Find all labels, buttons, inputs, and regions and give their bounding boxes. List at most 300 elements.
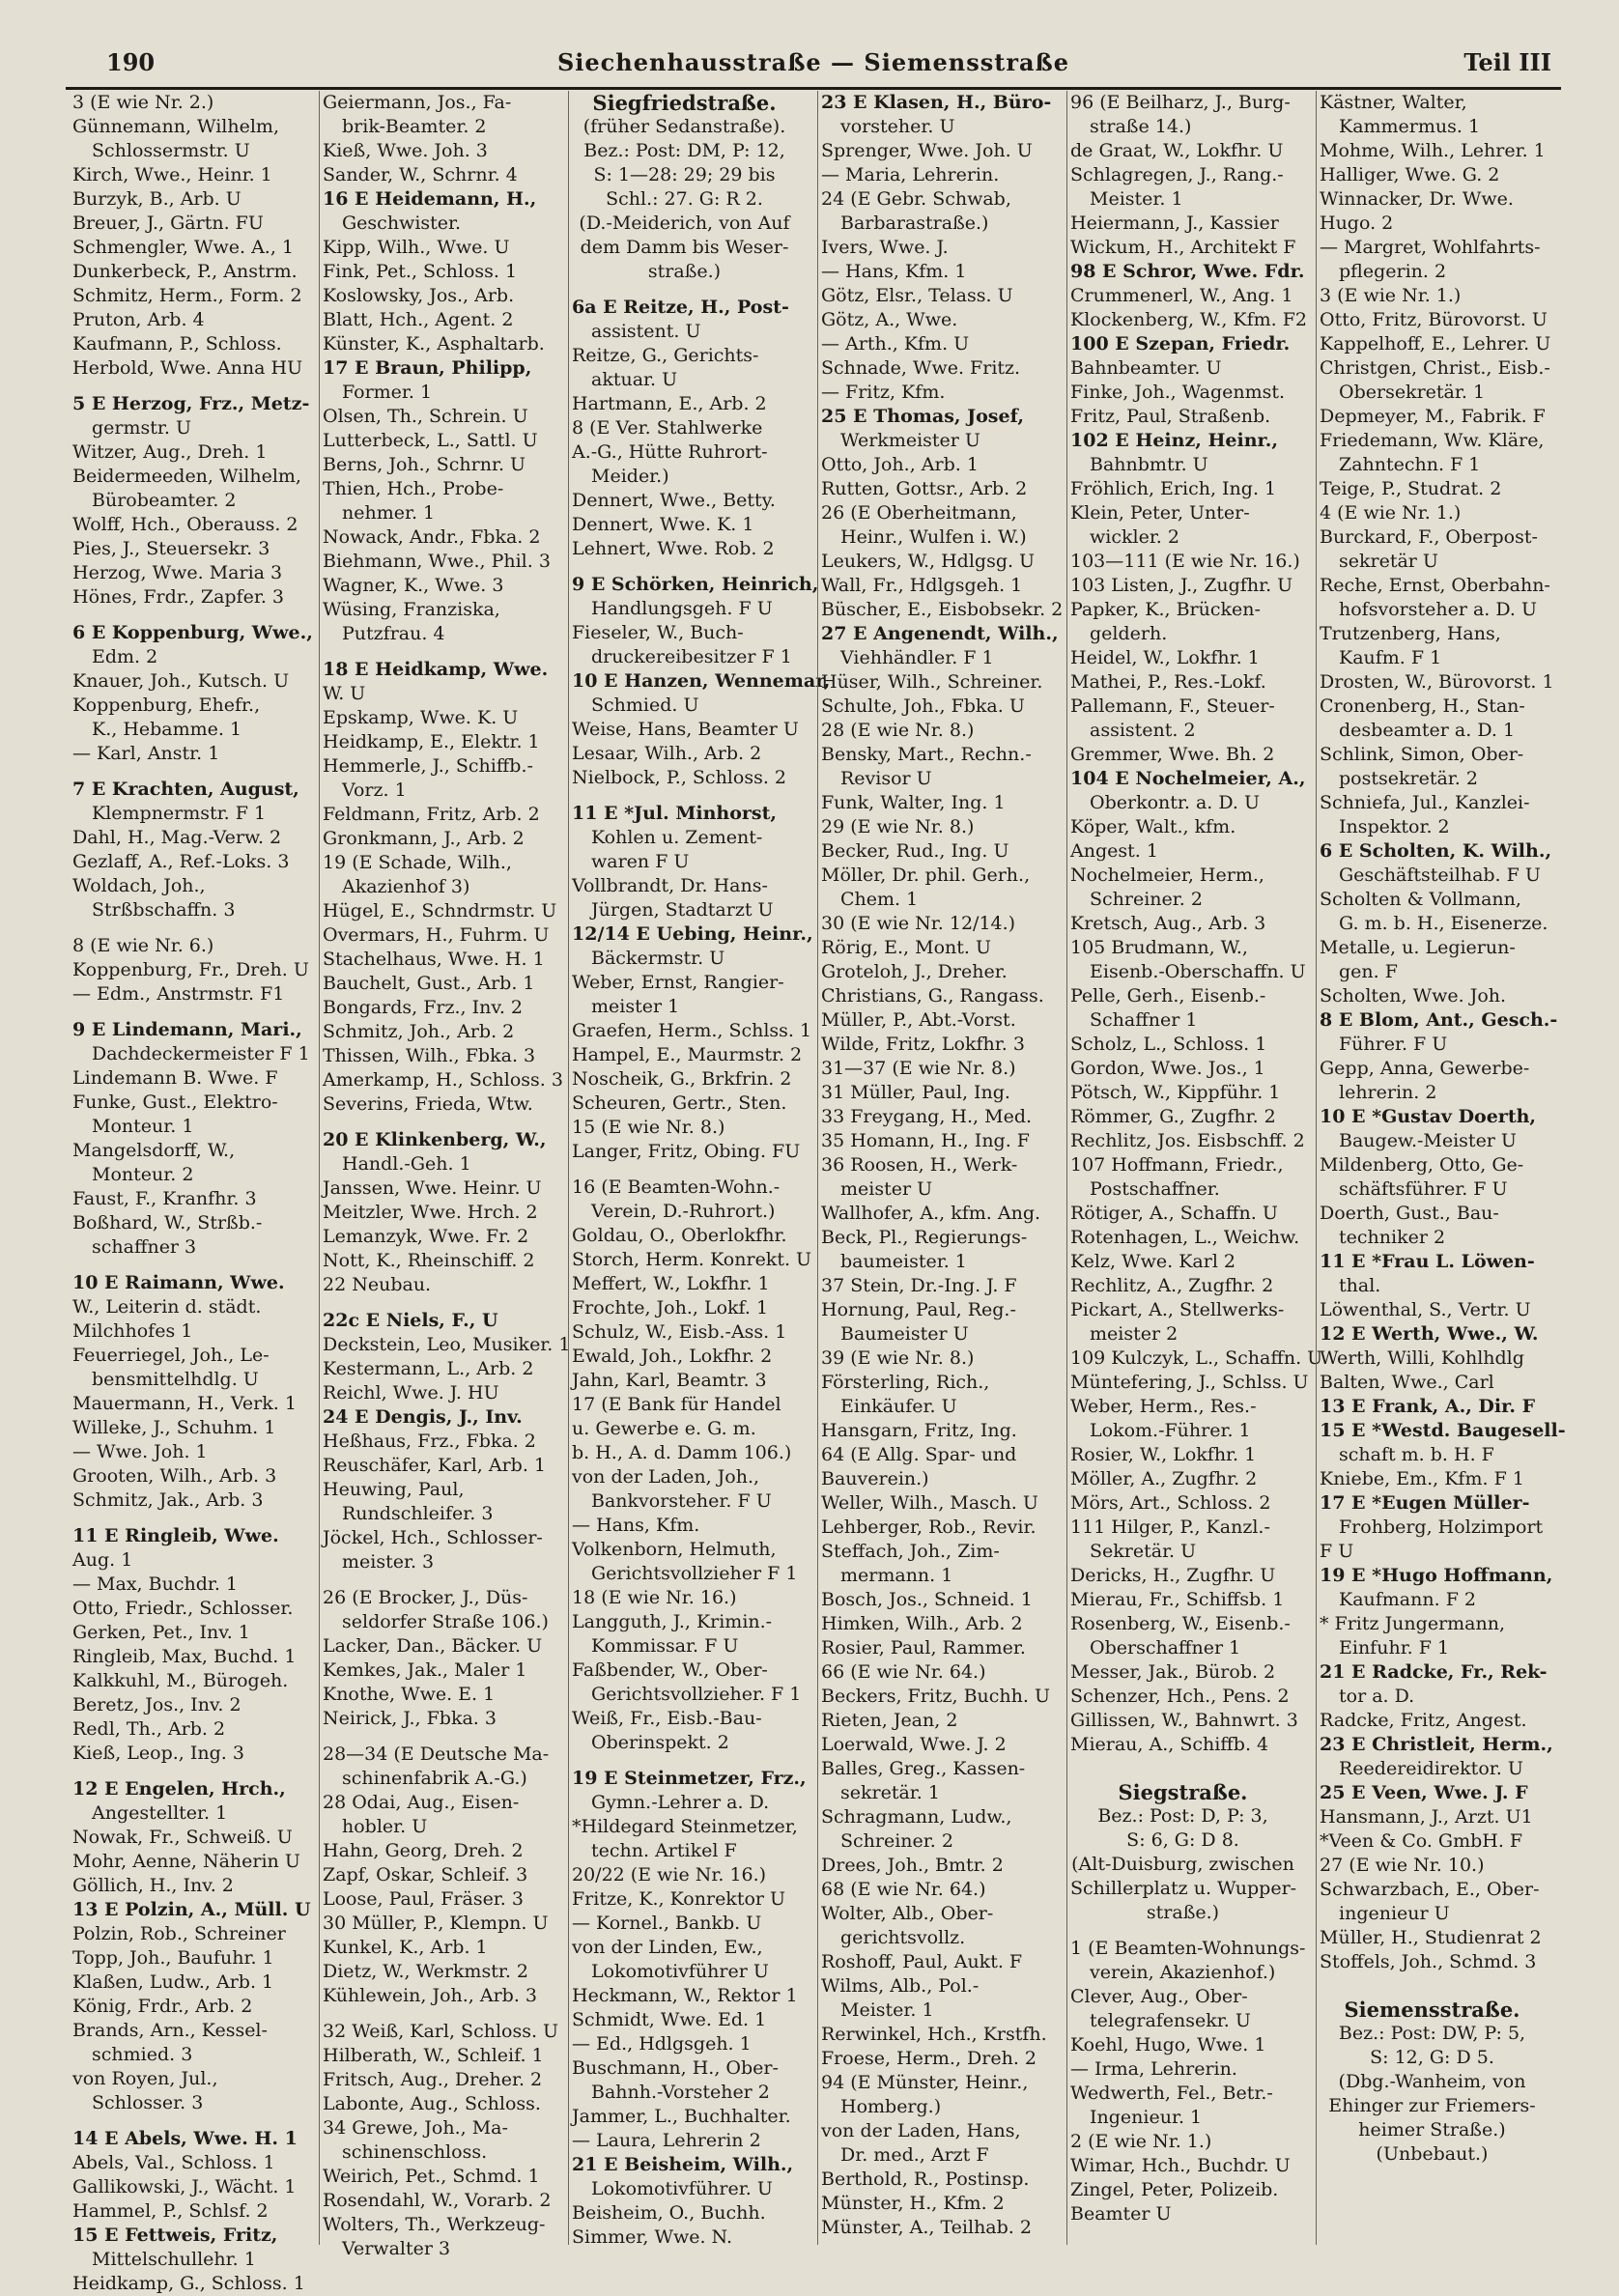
directory-entry: Bürobeamter. 2: [92, 490, 237, 511]
directory-entry: W., Leiterin d. städt.: [72, 1296, 262, 1318]
directory-entry: 102 E Heinz, Heinr.,: [1070, 430, 1279, 451]
directory-entry: Heuwing, Paul,: [323, 1479, 465, 1500]
directory-entry: 33 Freygang, H., Med.: [821, 1106, 1033, 1127]
directory-entry: techniker 2: [1339, 1227, 1446, 1248]
directory-entry: Siegfriedstraße.: [592, 91, 777, 115]
directory-entry: 30 Müller, P., Klempn. U: [323, 1913, 549, 1934]
directory-entry: Pies, J., Steuersekr. 3: [72, 538, 270, 559]
directory-entry: Heidkamp, G., Schloss. 1: [72, 2273, 305, 2294]
directory-entry: Dericks, H., Zugfhr. U: [1070, 1565, 1276, 1586]
directory-entry: Scholz, L., Schloss. 1: [1070, 1034, 1267, 1055]
directory-entry: — Hans, Kfm.: [572, 1515, 700, 1536]
directory-entry: Biehmann, Wwe., Phil. 3: [323, 551, 551, 572]
directory-entry: Severins, Frieda, Wtw.: [323, 1093, 533, 1115]
directory-entry: Nowak, Fr., Schweiß. U: [72, 1827, 293, 1848]
directory-entry: Fieseler, W., Buch-: [572, 622, 744, 643]
directory-entry: Monteur. 1: [92, 1116, 194, 1137]
directory-entry: 21 E Radcke, Fr., Rek-: [1320, 1661, 1548, 1683]
column-2: [319, 91, 571, 2259]
directory-entry: Leukers, W., Hdlgsg. U: [821, 551, 1036, 572]
directory-entry: Depmeyer, M., Fabrik. F: [1320, 406, 1546, 427]
directory-entry: Thien, Hch., Probe-: [323, 478, 504, 499]
directory-entry: 21 E Beisheim, Wilh.,: [572, 2154, 794, 2175]
directory-entry: 24 E Dengis, J., Inv.: [323, 1406, 523, 1428]
directory-entry: 8 (E Ver. Stahlwerke: [572, 417, 763, 439]
directory-entry: Nochelmeier, Herm.,: [1070, 865, 1264, 886]
directory-entry: [323, 646, 548, 658]
directory-entry: Mathei, P., Res.-Lokf.: [1070, 671, 1266, 693]
directory-entry: Pallemann, F., Steuer-: [1070, 695, 1275, 717]
directory-entry: Hansmann, J., Arzt. U1: [1320, 1806, 1533, 1828]
directory-entry: Verwalter 3: [342, 2238, 451, 2259]
directory-entry: meister. 3: [342, 1551, 435, 1573]
directory-entry: *Veen & Co. GmbH. F: [1320, 1830, 1523, 1852]
directory-entry: waren F U: [591, 851, 690, 872]
directory-entry: Berthold, R., Postinsp.: [821, 2168, 1030, 2190]
directory-entry: Nott, K., Rheinschiff. 2: [323, 1250, 535, 1271]
directory-entry: Mierau, Fr., Schiffsb. 1: [1070, 1589, 1285, 1610]
directory-entry: techn. Artikel F: [591, 1840, 737, 1861]
directory-entry: Kammermus. 1: [1339, 116, 1481, 137]
directory-entry: [72, 2115, 298, 2127]
directory-entry: Büscher, E., Eisbobsekr. 2: [821, 599, 1064, 620]
directory-entry: Schlossermstr. U: [92, 140, 250, 161]
directory-entry: schmied. 3: [92, 2044, 193, 2065]
directory-entry: hofsvorsteher a. D. U: [1339, 599, 1538, 620]
directory-entry: bensmittelhdlg. U: [92, 1369, 259, 1390]
directory-entry: 39 (E wie Nr. 8.): [821, 1347, 975, 1369]
directory-entry: Ingenieur. 1: [1090, 2107, 1203, 2128]
directory-entry: dem Damm bis Weser-: [580, 237, 789, 258]
directory-entry: Fritz, Paul, Straßenb.: [1070, 406, 1271, 427]
directory-entry: Kretsch, Aug., Arb. 3: [1070, 913, 1266, 934]
directory-entry: Fritsch, Aug., Dreher. 2: [323, 2069, 543, 2090]
directory-entry: Rundschleifer. 3: [342, 1503, 494, 1524]
directory-entry: Scholten, Wwe. Joh.: [1320, 985, 1507, 1006]
directory-entry: Frohberg, Holzimport: [1339, 1516, 1544, 1538]
directory-entry: 107 Hoffmann, Friedr.,: [1070, 1154, 1284, 1176]
directory-entry: 109 Kulczyk, L., Schaffn. U: [1070, 1347, 1323, 1369]
directory-entry: 12 E Werth, Wwe., W.: [1320, 1323, 1539, 1345]
directory-entry: S: 6, G: D 8.: [1126, 1829, 1239, 1851]
directory-entry: [72, 1513, 298, 1524]
directory-entry: Burzyk, B., Arb. U: [72, 188, 241, 210]
directory-entry: Teige, P., Studrat. 2: [1320, 478, 1502, 499]
directory-entry: Schnade, Wwe. Fritz.: [821, 357, 1021, 379]
directory-entry: [572, 1755, 797, 1767]
directory-entry: Heinr., Wulfen i. W.): [840, 526, 1027, 548]
directory-entry: [1070, 1925, 1295, 1937]
directory-entry: Försterling, Rich.,: [821, 1372, 990, 1393]
directory-entry: Gronkmann, J., Arb. 2: [323, 828, 525, 849]
directory-entry: straße.): [647, 261, 722, 282]
directory-entry: Möller, Dr. phil. Gerh.,: [821, 865, 1031, 886]
directory-entry: Feldmann, Fritz, Arb. 2: [323, 804, 540, 825]
directory-entry: [323, 2008, 548, 2020]
column-3: [568, 91, 831, 2248]
directory-entry: 4 (E wie Nr. 1.): [1320, 502, 1462, 524]
directory-entry: [72, 1006, 298, 1018]
directory-entry: Bauverein.): [821, 1468, 929, 1489]
directory-entry: Baumeister U: [840, 1323, 969, 1345]
directory-entry: Balten, Wwe., Carl: [1320, 1372, 1494, 1393]
directory-entry: Homberg.): [840, 2096, 942, 2117]
directory-entry: Faßbender, W., Ober-: [572, 1659, 768, 1681]
directory-entry: Fink, Pet., Schloss. 1: [323, 261, 518, 282]
directory-entry: Thissen, Wilh., Fbka. 3: [323, 1045, 536, 1066]
directory-entry: Simmer, Wwe. N.: [572, 2226, 733, 2248]
directory-entry: Edm. 2: [92, 646, 158, 667]
directory-entry: Barbarastraße.): [840, 213, 989, 234]
directory-entry: Deckstein, Leo, Musiker. 1: [323, 1334, 571, 1355]
directory-entry: Münster, A., Teilhab. 2: [821, 2217, 1032, 2238]
directory-entry: Rosendahl, W., Vorarb. 2: [323, 2190, 552, 2211]
directory-entry: brik-Beamter. 2: [342, 116, 487, 137]
directory-entry: Lemanzyk, Wwe. Fr. 2: [323, 1226, 529, 1247]
directory-entry: Clever, Aug., Ober-: [1070, 1986, 1248, 2007]
directory-entry: 10 E Hanzen, Wennemar,: [572, 670, 831, 692]
page-header: [66, 43, 1561, 91]
directory-entry: Kestermann, L., Arb. 2: [323, 1358, 534, 1379]
directory-entry: Rechlitz, Jos. Eisbschff. 2: [1070, 1130, 1305, 1151]
directory-entry: Beckers, Fritz, Buchh. U: [821, 1686, 1050, 1707]
directory-entry: 26 (E Brocker, J., Düs-: [323, 1587, 528, 1608]
directory-entry: Christgen, Christ., Eisb.-: [1320, 357, 1550, 379]
directory-entry: Hilberath, W., Schleif. 1: [323, 2045, 544, 2066]
directory-entry: [1320, 1974, 1545, 1986]
directory-entry: Dennert, Wwe. K. 1: [572, 514, 754, 535]
directory-entry: G. m. b. H., Eisenerze.: [1339, 913, 1548, 934]
directory-entry: Goldau, O., Oberlokfhr.: [572, 1225, 787, 1246]
directory-entry: Monteur. 2: [92, 1164, 194, 1185]
directory-entry: meister 2: [1090, 1323, 1179, 1345]
directory-entry: 14 E Abels, Wwe. H. 1: [72, 2128, 298, 2149]
directory-entry: Gerichtsvollzieher. F 1: [591, 1684, 802, 1705]
directory-entry: gen. F: [1339, 961, 1398, 982]
directory-entry: Steffach, Joh., Zim-: [821, 1541, 1000, 1562]
directory-entry: Wallhofer, A., kfm. Ang.: [821, 1203, 1041, 1224]
directory-entry: Kaufm. F 1: [1339, 647, 1442, 668]
directory-entry: 19 (E Schade, Wilh.,: [323, 852, 512, 873]
directory-entry: 98 E Schror, Wwe. Fdr.: [1070, 261, 1305, 282]
directory-entry: Chem. 1: [840, 889, 919, 910]
directory-entry: Verein, D.-Ruhrort.): [591, 1201, 776, 1222]
directory-entry: 28 (E wie Nr. 8.): [821, 720, 975, 741]
header-rule: [66, 87, 1561, 90]
directory-entry: Mildenberg, Otto, Ge-: [1320, 1154, 1524, 1176]
directory-entry: Angest. 1: [1070, 840, 1158, 862]
directory-entry: Siegstraße.: [1118, 1780, 1248, 1804]
directory-entry: Oberkontr. a. D. U: [1090, 792, 1261, 813]
directory-entry: Overmars, H., Fuhrm. U: [323, 924, 550, 946]
directory-entry: Schulte, Joh., Fbka. U: [821, 695, 1025, 717]
directory-entry: Reedereidirektor. U: [1339, 1758, 1523, 1779]
directory-entry: Messer, Jak., Bürob. 2: [1070, 1661, 1276, 1683]
directory-entry: 13 E Frank, A., Dir. F: [1320, 1396, 1536, 1417]
directory-entry: Nielbock, P., Schloss. 2: [572, 767, 786, 788]
directory-entry: Kieß, Leop., Ing. 3: [72, 1743, 244, 1764]
directory-entry: Lokom.-Führer. 1: [1090, 1420, 1251, 1441]
directory-entry: schinenfabrik A.-G.): [342, 1768, 527, 1789]
directory-entry: Bahnh.-Vorsteher 2: [591, 2082, 770, 2103]
directory-entry: Hemmerle, J., Schiffb.-: [323, 755, 533, 777]
directory-entry: 15 E Fettweis, Fritz,: [72, 2225, 278, 2246]
directory-entry: baumeister. 1: [840, 1251, 967, 1272]
directory-entry: Loose, Paul, Fräser. 3: [323, 1888, 524, 1910]
directory-entry: Weber, Herm., Res.-: [1070, 1396, 1257, 1417]
directory-entry: Epskamp, Wwe. K. U: [323, 707, 519, 728]
directory-entry: K., Hebamme. 1: [92, 719, 242, 740]
directory-entry: 35 Homann, H., Ing. F: [821, 1130, 1030, 1151]
directory-entry: Feuerriegel, Joh., Le-: [72, 1345, 270, 1366]
directory-entry: Stoffels, Joh., Schmd. 3: [1320, 1951, 1537, 1972]
directory-entry: Wickum, H., Architekt F: [1070, 237, 1296, 258]
directory-entry: Meister. 1: [840, 1999, 934, 2021]
directory-entry: — Irma, Lehrerin.: [1070, 2058, 1237, 2080]
directory-entry: — Wwe. Joh. 1: [72, 1441, 208, 1462]
directory-entry: Winnacker, Dr. Wwe.: [1320, 188, 1514, 210]
directory-entry: Römmer, G., Zugfhr. 2: [1070, 1106, 1276, 1127]
directory-entry: Heßhaus, Frz., Fbka. 2: [323, 1431, 536, 1452]
directory-entry: meister U: [840, 1178, 933, 1200]
page-title: Siechenhausstraße — Siemensstraße: [556, 48, 1070, 76]
directory-entry: [323, 1117, 548, 1128]
directory-entry: de Graat, W., Lokfhr. U: [1070, 140, 1284, 161]
directory-entry: 17 E *Eugen Müller-: [1320, 1492, 1530, 1514]
directory-entry: Willeke, J., Schuhm. 1: [72, 1417, 276, 1438]
directory-entry: Wolff, Hch., Oberauss. 2: [72, 514, 298, 535]
directory-entry: Funk, Walter, Ing. 1: [821, 792, 1006, 813]
directory-entry: Crummenerl, W., Ang. 1: [1070, 285, 1293, 306]
directory-entry: Lehnert, Wwe. Rob. 2: [572, 538, 775, 559]
directory-entry: Schmitz, Herm., Form. 2: [72, 285, 302, 306]
directory-entry: 6 E Scholten, K. Wilh.,: [1320, 840, 1552, 862]
directory-entry: 94 (E Münster, Heinr.,: [821, 2072, 1029, 2093]
directory-entry: Kirch, Wwe., Heinr. 1: [72, 164, 272, 185]
directory-entry: 25 E Veen, Wwe. J. F: [1320, 1782, 1528, 1803]
directory-entry: Berns, Joh., Schrnr. U: [323, 454, 526, 475]
directory-entry: Graefen, Herm., Schlss. 1: [572, 1020, 812, 1041]
directory-entry: Gillissen, W., Bahnwrt. 3: [1070, 1710, 1298, 1731]
directory-entry: Günnemann, Wilhelm,: [72, 116, 279, 137]
directory-entry: Blatt, Hch., Agent. 2: [323, 309, 514, 330]
column-1: [70, 91, 313, 2294]
directory-entry: Pelle, Gerh., Eisenb.-: [1070, 985, 1266, 1006]
directory-entry: Jöckel, Hch., Schlosser-: [323, 1527, 543, 1548]
directory-entry: Lindemann B. Wwe. F: [72, 1067, 278, 1089]
directory-entry: Rotenhagen, L., Weichw.: [1070, 1227, 1300, 1248]
directory-entry: Heiermann, J., Kassier: [1070, 213, 1279, 234]
directory-entry: Lehberger, Rob., Revir.: [821, 1516, 1037, 1538]
directory-entry: Hartmann, E., Arb. 2: [572, 393, 767, 414]
directory-entry: Schwarzbach, E., Ober-: [1320, 1879, 1540, 1900]
directory-entry: S: 12, G: D 5.: [1370, 2047, 1494, 2068]
directory-entry: Klockenberg, W., Kfm. F2: [1070, 309, 1307, 330]
directory-entry: Woldach, Joh.,: [72, 875, 206, 896]
directory-entry: Weirich, Pet., Schmd. 1: [323, 2166, 540, 2187]
directory-entry: 8 E Blom, Ant., Gesch.-: [1320, 1009, 1558, 1031]
directory-entry: assistent. 2: [1090, 720, 1196, 741]
directory-entry: Rosier, W., Lokfhr. 1: [1070, 1444, 1257, 1465]
directory-entry: lehrerin. 2: [1339, 1082, 1437, 1103]
directory-entry: Handl.-Geh. 1: [342, 1153, 471, 1175]
directory-entry: — Fritz, Kfm.: [821, 382, 946, 403]
directory-entry: 17 (E Bank für Handel: [572, 1394, 781, 1415]
directory-entry: Knothe, Wwe. E. 1: [323, 1684, 496, 1705]
directory-entry: Redl, Th., Arb. 2: [72, 1718, 226, 1740]
directory-entry: Gerken, Pet., Inv. 1: [72, 1622, 250, 1643]
directory-entry: Koppenburg, Fr., Dreh. U: [72, 959, 309, 980]
directory-entry: Former. 1: [342, 382, 433, 403]
directory-entry: gelderh.: [1090, 623, 1168, 644]
directory-entry: (Dbg.-Wanheim, von: [1338, 2071, 1526, 2092]
directory-entry: *Hildegard Steinmetzer,: [572, 1816, 798, 1837]
directory-entry: Schmitz, Joh., Arb. 2: [323, 1021, 515, 1042]
directory-entry: Dennert, Wwe., Betty.: [572, 490, 776, 511]
directory-entry: Wolters, Th., Werkzeug-: [323, 2214, 546, 2235]
directory-entry: Kohlen u. Zement-: [591, 827, 763, 848]
directory-entry: seldorfer Straße 106.): [342, 1611, 549, 1632]
directory-entry: gerichtsvollz.: [840, 1927, 966, 1948]
directory-entry: Führer. F U: [1339, 1034, 1448, 1055]
directory-entry: [323, 1297, 548, 1309]
directory-entry: [1320, 1986, 1545, 1998]
directory-entry: Bensky, Mart., Rechn.-: [821, 744, 1032, 765]
directory-entry: Schragmann, Ludw.,: [821, 1806, 1012, 1828]
directory-entry: tor a. D.: [1339, 1686, 1415, 1707]
directory-entry: Beck, Pl., Regierungs-: [821, 1227, 1028, 1248]
directory-entry: Drosten, W., Bürovorst. 1: [1320, 671, 1554, 693]
directory-entry: Reuschäfer, Karl, Arb. 1: [323, 1455, 546, 1476]
directory-entry: verein, Akazienhof.): [1090, 1962, 1276, 1983]
directory-entry: Otto, Joh., Arb. 1: [821, 454, 979, 475]
directory-entry: Kaufmann. F 2: [1339, 1589, 1476, 1610]
directory-entry: 6 E Koppenburg, Wwe.,: [72, 622, 313, 643]
directory-entry: Doerth, Gust., Bau-: [1320, 1203, 1499, 1224]
directory-entry: Schmidt, Wwe. Ed. 1: [572, 2009, 767, 2030]
directory-entry: Witzer, Aug., Dreh. 1: [72, 441, 268, 463]
directory-entry: 19 E *Hugo Hoffmann,: [1320, 1565, 1553, 1586]
directory-entry: Cronenberg, H., Stan-: [1320, 695, 1525, 717]
directory-entry: Weiß, Fr., Eisb.-Bau-: [572, 1708, 762, 1729]
directory-entry: [72, 609, 298, 621]
directory-entry: 96 (E Beilharz, J., Burg-: [1070, 92, 1291, 113]
directory-entry: Groteloh, J., Dreher.: [821, 961, 1008, 982]
directory-entry: Zingel, Peter, Polizeib.: [1070, 2179, 1279, 2200]
directory-entry: 29 (E wie Nr. 8.): [821, 816, 975, 837]
directory-entry: (D.-Meiderich, von Auf: [579, 213, 790, 234]
directory-entry: Amerkamp, H., Schloss. 3: [323, 1069, 563, 1091]
directory-entry: desbeamter a. D. 1: [1339, 720, 1516, 741]
directory-entry: — Laura, Lehrerin 2: [572, 2130, 761, 2151]
directory-entry: Zahntechn. F 1: [1339, 454, 1481, 475]
directory-entry: 16 E Heidemann, H.,: [323, 188, 537, 210]
directory-entry: [572, 284, 797, 296]
directory-entry: Bez.: Post: DM, P: 12,: [583, 140, 785, 161]
directory-entry: 10 E *Gustav Doerth,: [1320, 1106, 1537, 1127]
directory-entry: Fröhlich, Erich, Ing. 1: [1070, 478, 1277, 499]
directory-entry: Otto, Friedr., Schlosser.: [72, 1598, 294, 1619]
directory-entry: Grooten, Wilh., Arb. 3: [72, 1465, 277, 1487]
directory-entry: Wall, Fr., Hdlgsgeh. 1: [821, 575, 1023, 596]
directory-entry: Mangelsdorff, W.,: [72, 1140, 236, 1161]
directory-entry: 10 E Raimann, Wwe.: [72, 1272, 285, 1293]
directory-entry: Neirick, J., Fbka. 3: [323, 1708, 497, 1729]
directory-entry: 23 E Christleit, Herm.,: [1320, 1734, 1553, 1755]
directory-entry: Bahnbmtr. U: [1090, 454, 1208, 475]
directory-entry: 16 (E Beamten-Wohn.-: [572, 1176, 781, 1198]
column-6: [1316, 91, 1566, 2245]
directory-entry: Rörig, E., Mont. U: [821, 937, 991, 958]
directory-entry: Oberschaffner 1: [1090, 1637, 1241, 1658]
directory-entry: 3 (E wie Nr. 1.): [1320, 285, 1462, 306]
directory-entry: [1070, 1757, 1295, 1769]
directory-entry: Scholten & Vollmann,: [1320, 889, 1521, 910]
directory-entry: Weller, Wilh., Masch. U: [821, 1492, 1038, 1514]
directory-entry: Klein, Peter, Unter-: [1070, 502, 1250, 524]
directory-entry: Halliger, Wwe. G. 2: [1320, 164, 1500, 185]
directory-entry: Schulz, W., Eisb.-Ass. 1: [572, 1321, 787, 1343]
directory-entry: (Alt-Duisburg, zwischen: [1071, 1854, 1294, 1875]
directory-entry: Olsen, Th., Schrein. U: [323, 406, 528, 427]
directory-entry: Kieß, Wwe. Joh. 3: [323, 140, 488, 161]
directory-entry: Schmitz, Jak., Arb. 3: [72, 1489, 264, 1511]
directory-entry: 111 Hilger, P., Kanzl.-: [1070, 1516, 1270, 1538]
directory-entry: [72, 766, 298, 778]
directory-entry: Mörs, Art., Schloss. 2: [1070, 1492, 1271, 1514]
directory-entry: Faust, F., Kranfhr. 3: [72, 1188, 257, 1209]
directory-entry: Mittelschullehr. 1: [92, 2249, 256, 2270]
directory-entry: Lutterbeck, L., Sattl. U: [323, 430, 538, 451]
directory-entry: 28—34 (E Deutsche Ma-: [323, 1743, 550, 1765]
directory-entry: [72, 1260, 298, 1271]
directory-entry: 23 E Klasen, H., Büro-: [821, 92, 1052, 113]
directory-entry: Dietz, W., Werkmstr. 2: [323, 1961, 528, 1982]
directory-entry: Eisenb.-Oberschaffn. U: [1090, 961, 1306, 982]
directory-entry: Stachelhaus, Wwe. H. 1: [323, 949, 545, 970]
directory-entry: Gepp, Anna, Gewerbe-: [1320, 1058, 1530, 1079]
directory-entry: Mierau, A., Schiffb. 4: [1070, 1734, 1269, 1755]
directory-entry: Schmied. U: [591, 694, 699, 716]
directory-entry: Wimar, Hch., Buchdr. U: [1070, 2155, 1291, 2176]
directory-entry: Meffert, W., Lokfhr. 1: [572, 1273, 770, 1294]
directory-entry: 5 E Herzog, Frz., Metz-: [72, 393, 310, 414]
directory-entry: — Hans, Kfm. 1: [821, 261, 967, 282]
directory-entry: 64 (E Allg. Spar- und: [821, 1444, 1017, 1465]
directory-entry: Friedemann, Ww. Kläre,: [1320, 430, 1545, 451]
directory-entry: Noscheik, G., Brkfrin. 2: [572, 1068, 792, 1090]
directory-entry: Pruton, Arb. 4: [72, 309, 205, 330]
directory-entry: Schl.: 27. G: R 2.: [606, 188, 763, 210]
directory-entry: (Unbebaut.): [1376, 2143, 1489, 2165]
directory-entry: Buschmann, H., Ober-: [572, 2057, 779, 2079]
directory-entry: Scheuren, Gertr., Sten.: [572, 1092, 787, 1114]
directory-entry: 19 E Steinmetzer, Frz.,: [572, 1768, 807, 1789]
directory-entry: Müller, H., Studienrat 2: [1320, 1927, 1542, 1948]
directory-entry: Wagner, K., Wwe. 3: [323, 575, 504, 596]
directory-entry: Dr. med., Arzt F: [840, 2144, 989, 2166]
directory-entry: Oberinspekt. 2: [591, 1732, 729, 1753]
directory-entry: 12/14 E Uebing, Heinr.,: [572, 923, 813, 945]
directory-entry: Froese, Herm., Dreh. 2: [821, 2048, 1037, 2069]
directory-entry: Radcke, Fritz, Angest.: [1320, 1710, 1527, 1731]
directory-entry: Aug. 1: [72, 1549, 133, 1571]
directory-entry: Abels, Val., Schloss. 1: [72, 2152, 275, 2173]
directory-entry: Rutten, Gottsr., Arb. 2: [821, 478, 1028, 499]
directory-entry: Möller, A., Zugfhr. 2: [1070, 1468, 1258, 1489]
directory-entry: Schlagregen, J., Rang.-: [1070, 164, 1284, 185]
directory-entry: Milchhofes 1: [72, 1320, 193, 1342]
